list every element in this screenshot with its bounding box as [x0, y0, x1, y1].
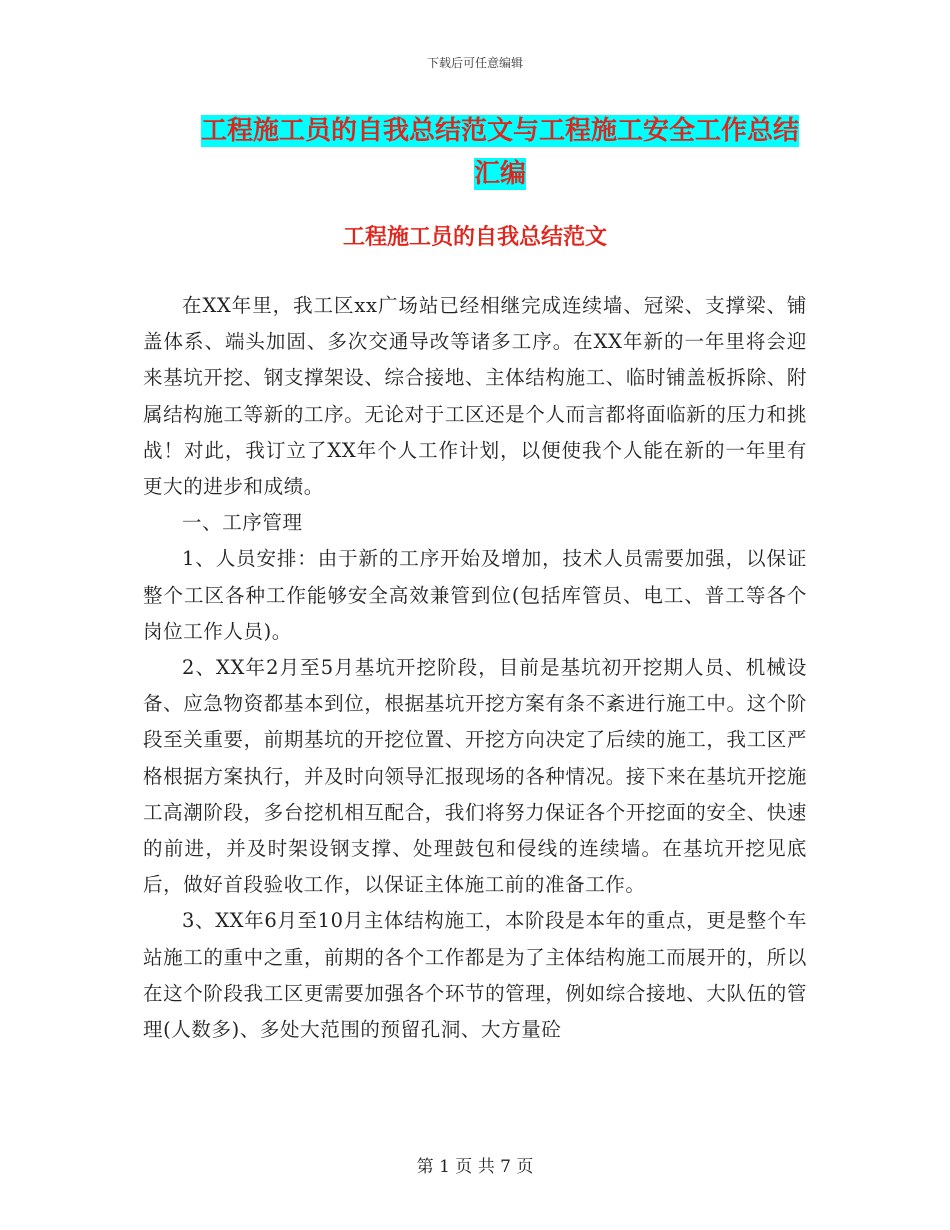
- header-note: 下载后可任意编辑: [426, 56, 523, 70]
- page-number-footer: 第 1 页 共 7 页: [416, 1157, 534, 1177]
- paragraph-item-2: 2、XX年2月至5月基坑开挖阶段，目前是基坑初开挖期人员、机械设备、应急物资都基本到位，根据基坑开挖方案有条不紊进行施工中。这个阶段至关重要，前期基坑的开挖位置、开挖方向决定了后续的施工，我工区严格根据方案执行，并及时向领导汇报现场的各种情况。接下来在基坑开挖施工高潮阶段，多台挖机相互配合，我们将努力保证各个开挖面的安全、快速的前进，并及时架设钢支撑、处理鼓包和侵线的连续墙。在基坑开挖见底后，做好首段验收工作，以保证主体施工前的准备工作。: [143, 656, 807, 897]
- paragraph-intro: 在XX年里，我工区xx广场站已经相继完成连续墙、冠梁、支撑梁、铺盖体系、端头加固、多次交通导改等诸多工序。在XX年新的一年里将会迎来基坑开挖、钢支撑架设、综合接地、主体结构施工、临时铺盖板拆除、附属结构施工等新的工序。无论对于工区还是个人而言都将面临新的压力和挑战！对此，我订立了XX年个人工作计划，以便使我个人能在新的一年里有更大的进步和成绩。: [143, 294, 807, 499]
- title-line-1: 工程施工员的自我总结范文与工程施工安全工作总结: [200, 116, 799, 146]
- title-line-2: 汇编: [473, 159, 526, 189]
- heading-process-management: 一、工序管理: [182, 511, 303, 535]
- document-title: [140, 110, 860, 196]
- section-title: 工程施工员的自我总结范文: [342, 224, 607, 250]
- body-text: [143, 288, 807, 1048]
- paragraph-item-3: 3、XX年6月至10月主体结构施工，本阶段是本年的重点，更是整个车站施工的重中之重，前期的各个工作都是为了主体结构施工而展开的，所以在这个阶段我工区更需要加强各个环节的管理，例如综合接地、大队伍的管理(人数多)、多处大范围的预留孔洞、大方量砼: [143, 909, 807, 1042]
- paragraph-item-1: 1、人员安排：由于新的工序开始及增加，技术人员需要加强，以保证整个工区各种工作能够安全高效兼管到位(包括库管员、电工、普工等各个岗位工作人员)。: [143, 547, 807, 643]
